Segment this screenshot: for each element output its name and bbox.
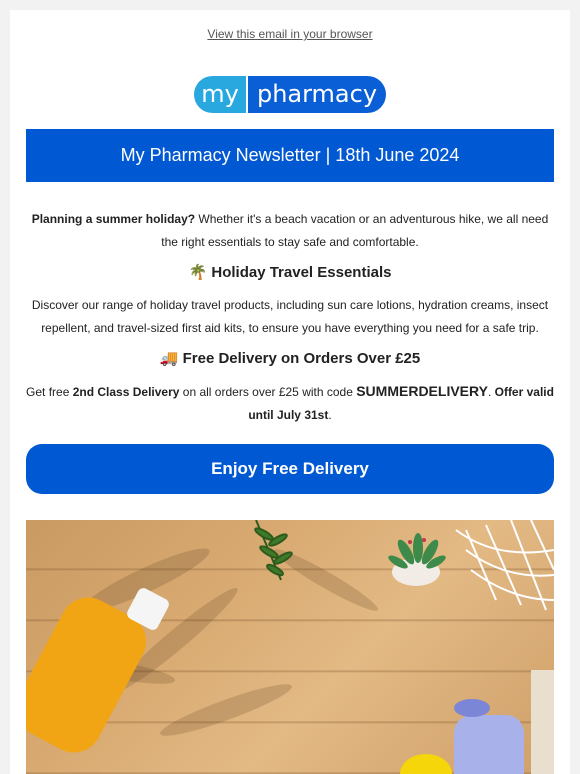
email-body — [10, 10, 570, 774]
delivery-truck-icon: 🚚 — [159, 350, 179, 367]
bag-fabric — [531, 670, 554, 774]
delivery-text-a: Get free — [26, 385, 73, 399]
logo-pharmacy: pharmacy — [248, 76, 386, 113]
enjoy-free-delivery-button[interactable]: Enjoy Free Delivery — [26, 444, 554, 494]
lotion-bottle-lavender — [454, 699, 524, 774]
intro-lead: Planning a summer holiday? — [31, 212, 196, 226]
travel-essentials-paragraph: Discover our range of holiday travel products, including sun care lotions, hydration creams, insect repellent, and travel-sized first aid kits, to ensure you have everything you need for a safe trip. — [31, 298, 549, 335]
yellow-item — [400, 754, 452, 774]
delivery-type: 2nd Class Delivery — [72, 385, 180, 399]
section-heading-travel-essentials — [26, 263, 554, 281]
view-in-browser-link[interactable]: View this email in your browser — [207, 27, 373, 41]
hero-illustration — [26, 520, 554, 774]
delivery-text-d: . — [328, 408, 332, 422]
logo-my: my — [194, 76, 246, 113]
offer-validity: Offer valid until July 31st — [248, 385, 554, 422]
free-delivery-paragraph — [26, 380, 554, 427]
promo-code: SUMMERDELIVERY — [356, 383, 488, 399]
section-heading-text: Free Delivery on Orders Over £25 — [182, 350, 421, 367]
succulent-plant — [386, 533, 447, 586]
newsletter-banner: My Pharmacy Newsletter | 18th June 2024 — [26, 129, 554, 182]
section-heading-text: Holiday Travel Essentials — [211, 264, 392, 281]
delivery-text-c: . — [487, 385, 495, 399]
section-heading-free-delivery — [26, 349, 554, 367]
my-pharmacy-logo[interactable] — [194, 76, 386, 113]
fern-leaf — [254, 520, 293, 580]
hero-image[interactable] — [26, 520, 554, 774]
intro-text: Whether it's a beach vacation or an adventurous hike, we all need the right essentials to stay safe and comfortable. — [161, 212, 549, 249]
mesh-bag — [456, 520, 554, 610]
intro-paragraph — [26, 208, 554, 254]
palm-tree-icon: 🌴 — [188, 264, 208, 281]
delivery-text-b: on all orders over £25 with code — [179, 385, 357, 399]
